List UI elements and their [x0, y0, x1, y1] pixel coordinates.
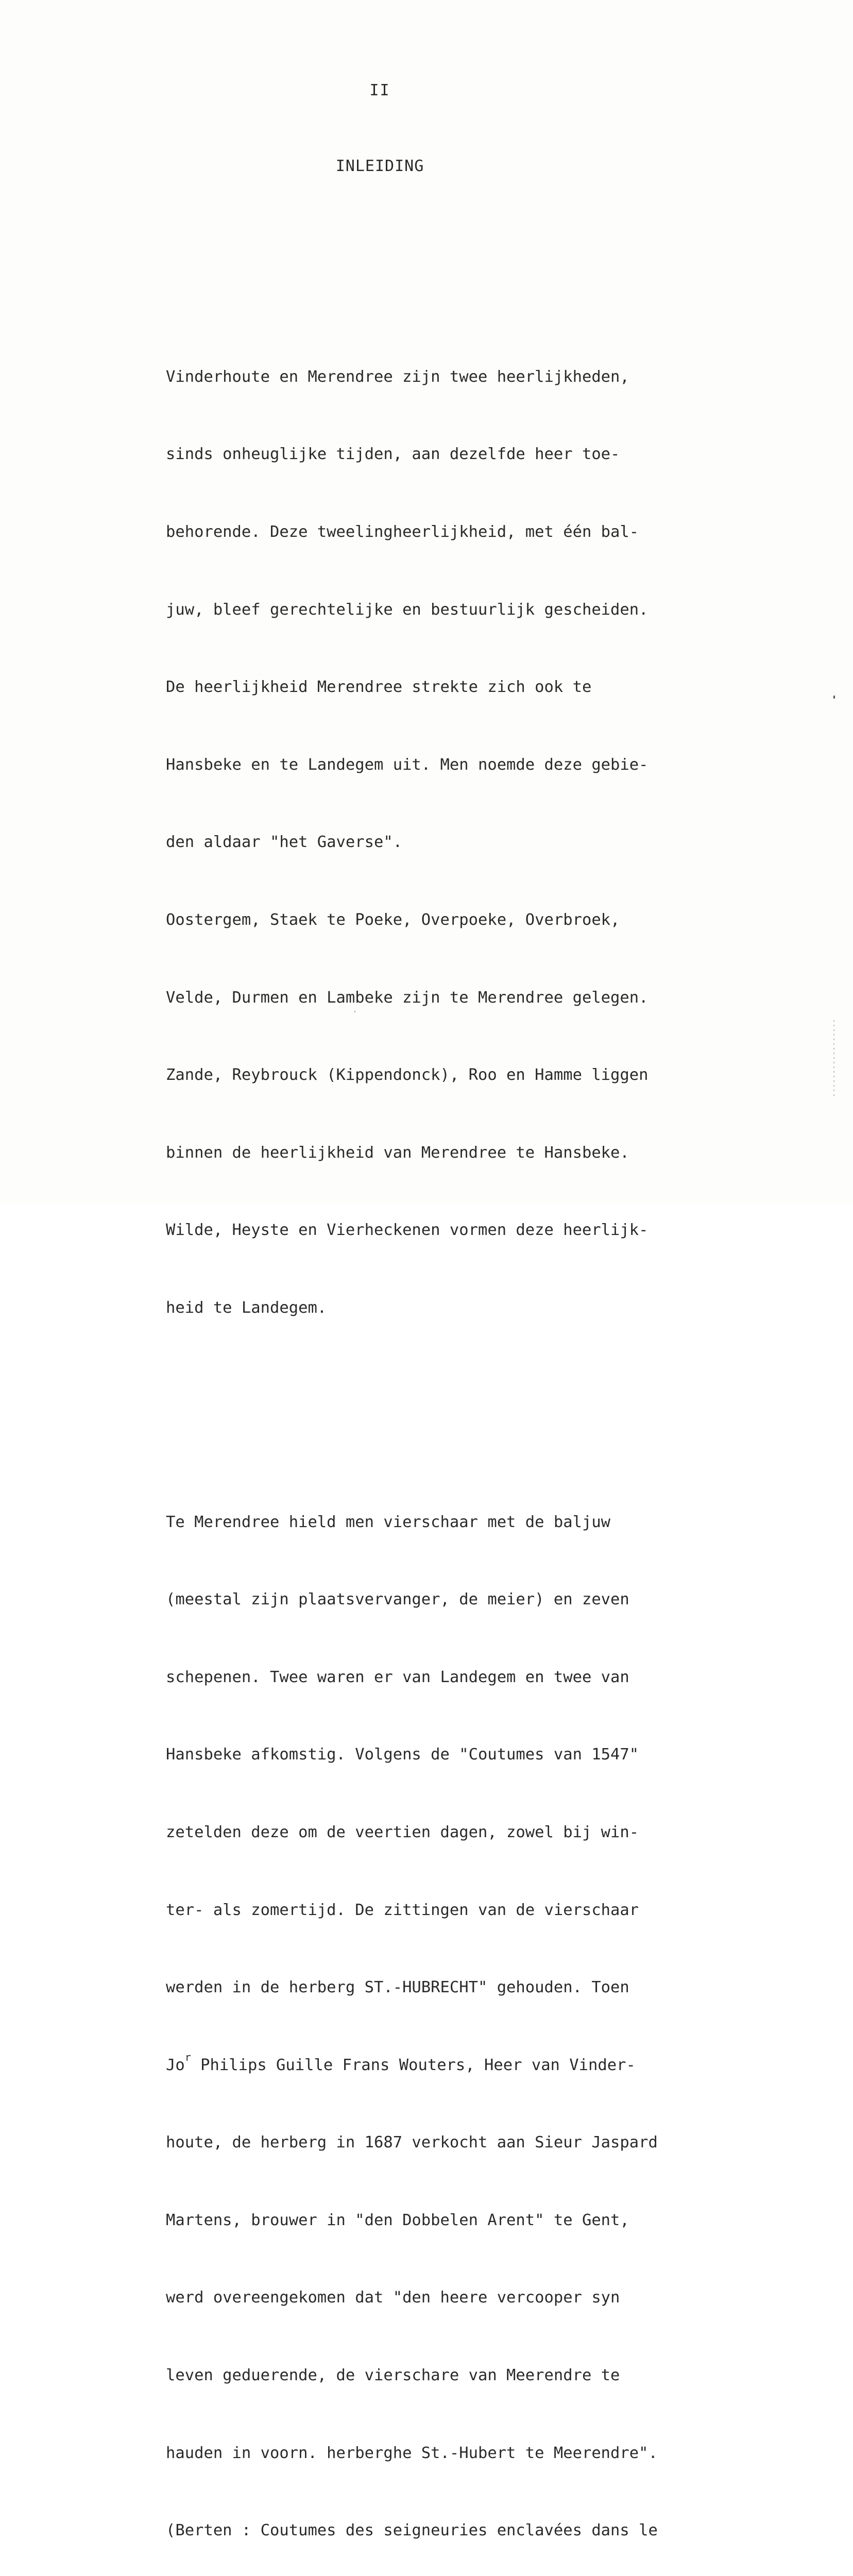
text-line: Zande, Reybrouck (Kippendonck), Roo en Hamme liggen — [166, 1066, 649, 1084]
paragraph-2 — [166, 1458, 753, 2576]
jonkheer-rest: Philips Guille Frans Wouters, Heer van Vinder- — [191, 2056, 636, 2074]
text-line-jonkheer — [166, 2050, 753, 2078]
text-line: heid te Landegem. — [166, 1298, 327, 1317]
text-line: schepenen. Twee waren er van Landegem en twee van — [166, 1668, 629, 1686]
body-text — [166, 261, 753, 2576]
text-line: (Berten : Coutumes des seigneuries enclavées dans le — [166, 2521, 658, 2540]
text-line: Velde, Durmen en Lambeke zijn te Merendree gelegen. — [166, 988, 649, 1007]
text-line: Te Merendree hield men vierschaar met de baljuw — [166, 1513, 611, 1531]
text-line: zetelden deze om de veertien dagen, zowel bij win- — [166, 1823, 639, 1841]
paper-speck — [833, 696, 835, 699]
page-number: II — [369, 81, 390, 99]
text-line: Hansbeke en te Landegem uit. Men noemde deze gebie- — [166, 755, 649, 774]
text-line: ter- als zomertijd. De zittingen van de vierschaar — [166, 1901, 639, 1919]
text-line: juw, bleef gerechtelijke en bestuurlijk gescheiden. — [166, 600, 649, 619]
text-line: De heerlijkheid Merendree strekte zich ook te — [166, 678, 592, 697]
text-line: sinds onheuglijke tijden, aan dezelfde heer toe- — [166, 445, 620, 464]
text-line: (meestal zijn plaatsvervanger, de meier) en zeven — [166, 1590, 629, 1609]
text-line: Martens, brouwer in "den Dobbelen Arent" te Gent, — [166, 2211, 629, 2229]
paragraph-1 — [166, 312, 753, 1372]
text-line: Vinderhoute en Merendree zijn twee heerlijkheden, — [166, 367, 629, 386]
text-line: werden in de herberg ST.-HUBRECHT" gehouden. Toen — [166, 1978, 629, 1997]
paper-edge-marks — [833, 1020, 834, 1097]
text-line: houte, de herberg in 1687 verkocht aan Sieur Jaspard — [166, 2133, 658, 2152]
text-line: Hansbeke afkomstig. Volgens de "Coutumes van 1547" — [166, 1745, 639, 1764]
text-line: Wilde, Heyste en Vierheckenen vormen deze heerlijk- — [166, 1221, 649, 1240]
text-line: hauden in voorn. herberghe St.-Hubert te Meerendre". — [166, 2444, 658, 2462]
text-line: werd overeengekomen dat "den heere vercooper syn — [166, 2289, 620, 2307]
jonkheer-superscript: r — [184, 2050, 191, 2063]
page-title: INLEIDING — [335, 157, 424, 175]
text-line: binnen de heerlijkheid van Merendree te Hansbeke. — [166, 1143, 629, 1162]
text-line: Oostergem, Staek te Poeke, Overpoeke, Overbroek, — [166, 910, 620, 929]
text-line: behorende. Deze tweelingheerlijkheid, met één bal- — [166, 523, 639, 541]
paper-speck — [354, 1011, 355, 1012]
text-line: leven geduerende, de vierschare van Meerendre te — [166, 2366, 620, 2385]
text-line: den aldaar "het Gaverse". — [166, 833, 403, 852]
jonkheer-abbrev: Jo — [166, 2056, 185, 2074]
